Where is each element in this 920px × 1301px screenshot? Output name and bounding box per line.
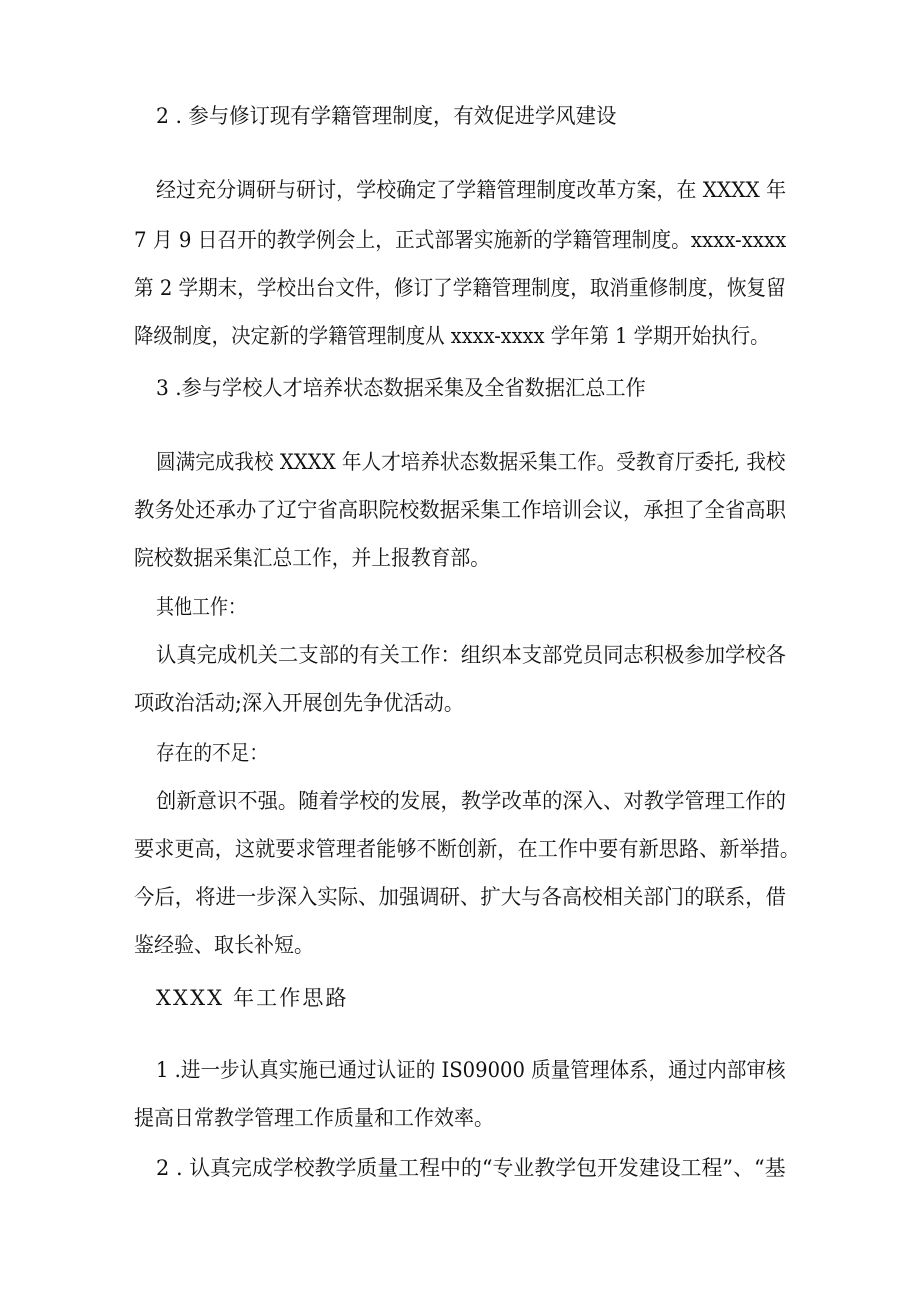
paragraph-line: 教务处还承办了辽宁省高职院校数据采集工作培训会议，承担了全省高职 [134,498,786,522]
paragraph-line: 院校数据采集汇总工作，并上报教育部。 [134,546,490,570]
list-item-2: 2 . 认真完成学校教学质量工程中的“专业教学包开发建设工程”、“基 [156,1156,786,1180]
paragraph-line: 降级制度，决定新的学籍管理制度从 xxxx-xxxx 学年第 1 学期开始执行。 [134,324,770,348]
section-heading-work-plan: XXXX 年工作思路 [156,986,349,1010]
paragraph-line: 今后，将进一步深入实际、加强调研、扩大与各高校相关部门的联系，借 [134,885,786,909]
heading-item-3: 3 .参与学校人才培养状态数据采集及全省数据汇总工作 [156,376,646,400]
paragraph-line: 7 月 9 日召开的教学例会上，正式部署实施新的学籍管理制度。xxxx-xxxx [134,228,787,252]
paragraph-line: 创新意识不强。随着学校的发展，教学改革的深入、对教学管理工作的 [156,789,786,813]
paragraph-line: 项政治活动;深入开展创先争优活动。 [134,691,465,715]
paragraph-line: 要求更高，这就要求管理者能够不断创新，在工作中要有新思路、新举措。 [134,837,800,861]
list-item-1: 1 .进一步认真实施已通过认证的 IS09000 质量管理体系，通过内部审核 [156,1058,786,1082]
paragraph-line: 圆满完成我校 XXXX 年人才培养状态数据采集工作。受教育厅委托, 我校 [156,450,786,474]
paragraph-line: 鉴经验、取长补短。 [134,933,314,957]
paragraph-line: 认真完成机关二支部的有关工作：组织本支部党员同志积极参加学校各 [156,643,786,667]
paragraph-line: 经过充分调研与研讨，学校确定了学籍管理制度改革方案，在 XXXX 年 [156,178,787,202]
heading-item-2: 2 . 参与修订现有学籍管理制度，有效促进学风建设 [156,104,617,128]
section-label-shortcomings: 存在的不足： [156,741,268,765]
paragraph-line: 提高日常教学管理工作质量和工作效率。 [134,1106,494,1130]
paragraph-line: 第 2 学期末，学校出台文件，修订了学籍管理制度，取消重修制度，恢复留 [134,276,786,300]
section-label-other-work: 其他工作： [156,595,246,619]
